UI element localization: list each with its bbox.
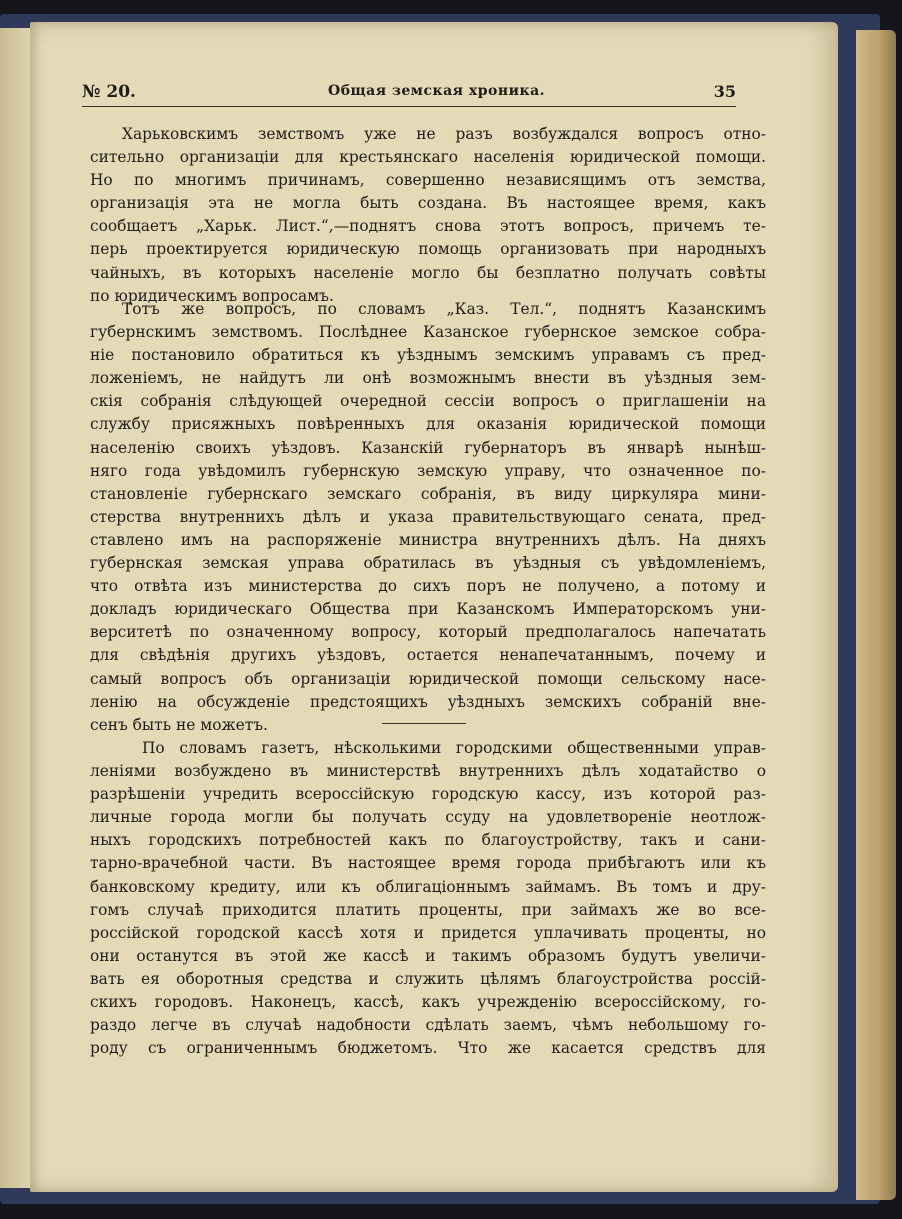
text-line: гомъ случаѣ приходится платить проценты, при займахъ же во все- — [90, 900, 766, 919]
text-line: перь проектируется юридическую помощь организовать при народныхъ — [90, 240, 766, 259]
text-line: россійской городской кассѣ хотя и придется уплачивать проценты, но — [90, 923, 766, 942]
paragraph-kharkov — [90, 123, 766, 308]
text-line: Харьковскимъ земствомъ уже не разъ возбуждался вопросъ отно- — [122, 125, 766, 143]
text-line: стерства внутреннихъ дѣлъ и указа правительствующаго сената, пред- — [90, 507, 766, 526]
paragraph-kazan — [90, 298, 766, 737]
text-line: скія собранія слѣдующей очередной сессіи вопросъ о приглашеніи на — [90, 392, 766, 411]
text-line: ніе постановило обратиться къ уѣзднымъ земскимъ управамъ съ пред- — [90, 346, 766, 365]
text-line: личные города могли бы получать ссуду на удовлетвореніе неотлож- — [90, 808, 766, 827]
text-line: верситетѣ по означенному вопросу, который предполагалось напечатать — [90, 623, 766, 642]
text-line: няго года увѣдомилъ губернскую земскую управу, что означенное по- — [90, 461, 766, 480]
text-line: Тотъ же вопросъ, по словамъ „Каз. Тел.“, поднятъ Казанскимъ — [122, 300, 766, 318]
text-line: губернскимъ земствомъ. Послѣднее Казанское губернское земское собра- — [90, 323, 766, 342]
text-line: ныхъ городскихъ потребностей какъ по благоустройству, такъ и сани- — [90, 831, 766, 850]
text-line: сительно организаціи для крестьянскаго населенія юридической помощи. — [90, 148, 766, 167]
text-line: губернская земская управа обратилась въ уѣздныя съ увѣдомленіемъ, — [90, 554, 766, 573]
text-line: тарно-врачебной части. Въ настоящее время города прибѣгаютъ или къ — [90, 854, 766, 873]
section-title: Общая земская хроника. — [328, 83, 546, 99]
running-header — [82, 80, 736, 108]
text-line: разрѣшеніи учредить всероссійскую городскую кассу, изъ которой раз- — [90, 785, 766, 804]
text-line: Но по многимъ причинамъ, совершенно независящимъ отъ земства, — [90, 171, 766, 190]
text-line: чайныхъ, въ которыхъ населеніе могло бы безплатно получать совѣты — [90, 263, 766, 282]
text-line: они останутся въ этой же кассѣ и такимъ образомъ будутъ увеличи- — [90, 946, 766, 965]
text-line: сообщаетъ „Харьк. Лист.“,—поднятъ снова этотъ вопросъ, причемъ те- — [90, 217, 766, 236]
text-line: что отвѣта изъ министерства до сихъ поръ не получено, а потому и — [90, 577, 766, 596]
text-line: самый вопросъ объ организаціи юридической помощи сельскому насе- — [90, 669, 766, 688]
text-line: роду съ ограниченнымъ бюджетомъ. Что же касается средствъ для — [90, 1039, 766, 1058]
text-line: ставлено имъ на распоряженіе министра внутреннихъ дѣлъ. На дняхъ — [90, 530, 766, 549]
text-line: леніями возбуждено въ министерствѣ внутреннихъ дѣлъ ходатайство о — [90, 762, 766, 781]
text-line: докладъ юридическаго Общества при Казанскомъ Императорскомъ уни- — [90, 600, 766, 619]
paragraph-city-bank — [90, 737, 766, 1060]
section-separator — [382, 723, 466, 724]
text-line: сенъ быть не можетъ. — [90, 715, 268, 734]
text-line: скихъ городовъ. Наконецъ, кассѣ, какъ учрежденію всероссійскому, го- — [90, 993, 766, 1012]
text-line: вать ея оборотныя средства и служить цѣлямъ благоустройства россій- — [90, 969, 766, 988]
text-line: службу присяжныхъ повѣренныхъ для оказанія юридической помощи — [90, 415, 766, 434]
page-number: 35 — [713, 82, 736, 101]
text-line: населенію своихъ уѣздовъ. Казанскій губернаторъ въ январѣ нынѣш- — [90, 438, 766, 457]
text-line: по юридическимъ вопросамъ. — [90, 286, 334, 305]
text-line: По словамъ газетъ, нѣсколькими городскими общественными управ- — [142, 739, 766, 757]
page-edges — [856, 30, 896, 1200]
text-line: банковскому кредиту, или къ облигаціоннымъ займамъ. Въ томъ и дру- — [90, 877, 766, 896]
header-rule — [82, 106, 736, 107]
text-line: раздо легче въ случаѣ надобности сдѣлать заемъ, чѣмъ небольшому го- — [90, 1016, 766, 1035]
text-line: становленіе губернскаго земскаго собранія, въ виду циркуляра мини- — [90, 484, 766, 503]
text-line: ленію на обсужденіе предстоящихъ уѣздныхъ земскихъ собраній вне- — [90, 692, 766, 711]
text-line: для свѣдѣнія другихъ уѣздовъ, остается ненапечатаннымъ, почему и — [90, 646, 766, 665]
text-line: ложеніемъ, не найдутъ ли онѣ возможнымъ внести въ уѣздныя зем- — [90, 369, 766, 388]
text-line: организація эта не могла быть создана. Въ настоящее время, какъ — [90, 194, 766, 213]
issue-number: № 20. — [82, 82, 136, 102]
